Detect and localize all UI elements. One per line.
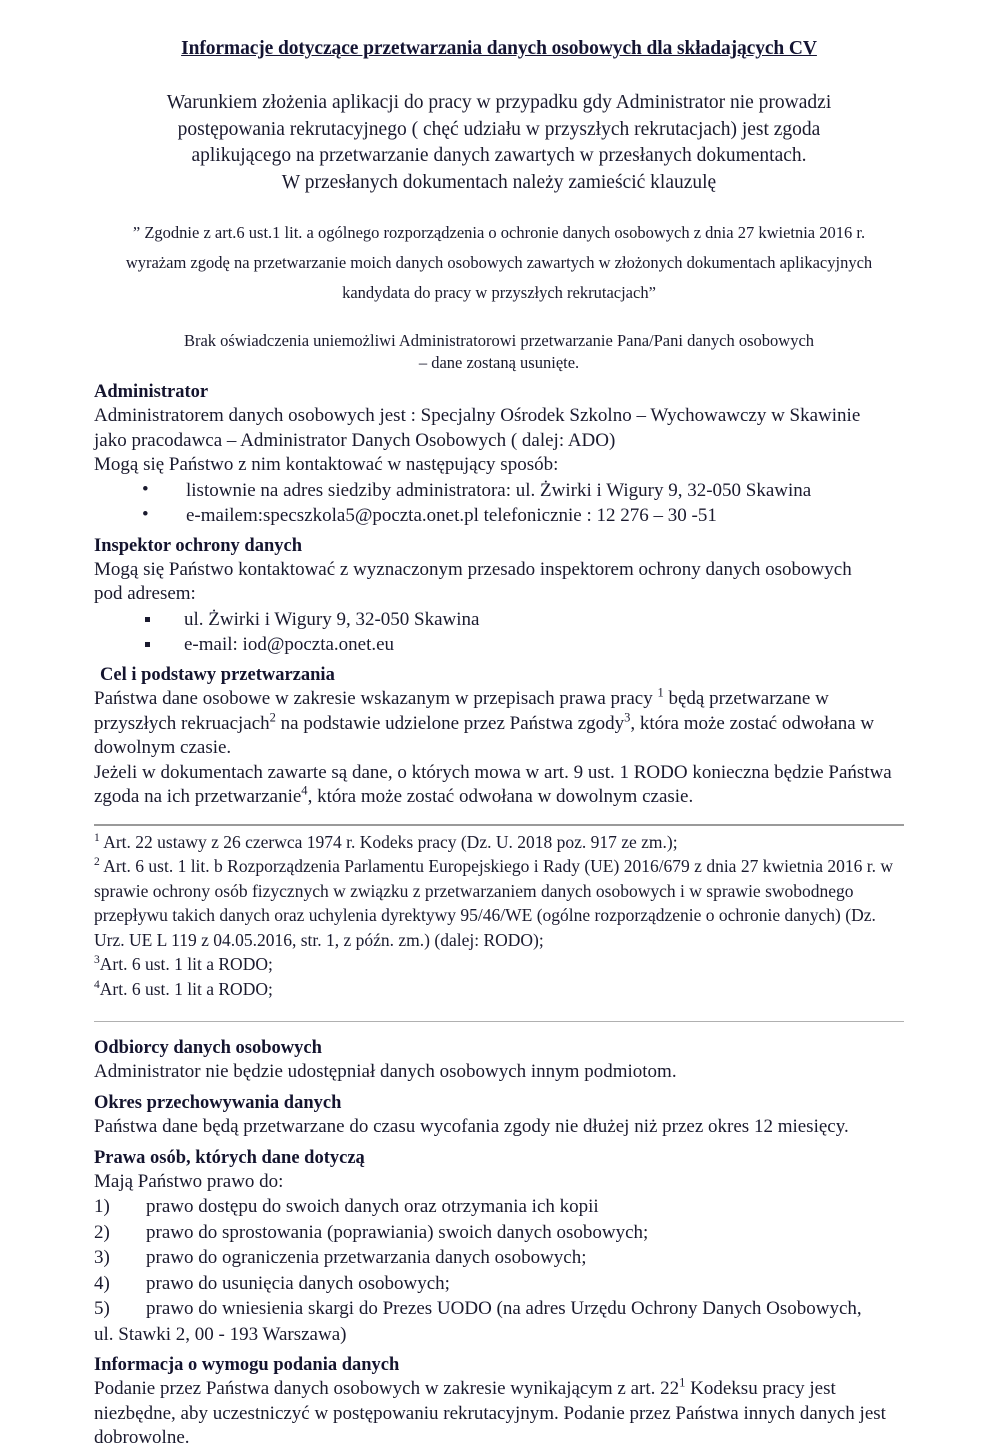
footnote-number-3: 3 xyxy=(94,954,100,967)
recipients-paragraph: Administrator nie będzie udostępniał danych osobowych innym podmiotom. xyxy=(94,1061,677,1083)
list-item: e-mail: iod@poczta.onet.eu xyxy=(142,632,904,657)
intro-line-1: Warunkiem złożenia aplikacji do pracy w przypadku gdy Administrator nie prowadzi xyxy=(166,92,832,113)
requirement-paragraph xyxy=(94,1377,904,1451)
document-content xyxy=(94,0,904,1451)
list-item: • listownie na adres siedziby administratora: ul. Żwirki i Wigury 9, 32-050 Skawina xyxy=(142,478,904,503)
section-heading-retention: Okres przechowywania danych xyxy=(94,1093,342,1114)
purpose-seg-3: na podstawie udzielone przez Państwa zgody xyxy=(275,712,625,734)
footnote-separator-top xyxy=(94,824,904,826)
footnote-text-2: Art. 6 ust. 1 lit. b Rozporządzenia Parlamentu Europejskiego i Rady (UE) 2016/679 z dnia 27 kwietnia 2016 r. w sprawie ochrony osób fizycznych w związku z przetwarzaniem danych osobowych i w sprawie swobodnego przepływu takich danych oraz uchylenia dyrektywy 95/46/WE (ogólne rozporządzenie o ochronie danych) (Dz. Urz. UE L 119 z 04.05.2016, str. 1, z późn. zm.) (dalej: RODO); xyxy=(94,856,893,950)
list-item xyxy=(94,1220,904,1246)
intro-line-4: W przesłanych dokumentach należy zamieścić klauzulę xyxy=(281,171,717,193)
purpose-seg-5: Jeżeli w dokumentach zawarte są dane, o których mowa w art. 9 ust. 1 RODO konieczna będzie Państwa zgoda na ich przetwarzanie xyxy=(94,761,892,808)
administrator-paragraph-1: Administratorem danych osobowych jest : Specjalny Ośrodek Szkolno – Wychowawczy w Skawinie xyxy=(94,405,861,426)
list-item xyxy=(94,1245,904,1271)
purpose-paragraph-1 xyxy=(94,687,904,761)
footnote-1 xyxy=(94,830,904,855)
inspector-paragraph-1: Mogą się Państwo kontaktować z wyznaczonym przesado inspektorem ochrony danych osobowych xyxy=(94,558,852,580)
rights-list xyxy=(94,1194,904,1322)
list-item-number: 1) xyxy=(94,1196,110,1218)
footnote-ref-2: 2 xyxy=(269,710,276,725)
footnote-ref-4: 4 xyxy=(301,784,308,799)
intro-line-2: postępowania rekrutacyjnego ( chęć udziału w przyszłych rekrutacjach) jest zgoda xyxy=(177,118,821,140)
section-heading-administrator: Administrator xyxy=(94,382,209,402)
footnote-ref-3: 3 xyxy=(624,710,631,725)
rights-list-continuation: ul. Stawki 2, 00 - 193 Warszawa) xyxy=(94,1323,347,1345)
purpose-seg-1: Państwa dane osobowe w zakresie wskazanym w przepisach prawa pracy xyxy=(94,687,658,709)
footnote-number-2: 2 xyxy=(94,856,100,869)
intro-paragraph xyxy=(94,60,904,196)
administrator-paragraph-3: Mogą się Państwo z nim kontaktować w następujący sposób: xyxy=(94,454,559,476)
list-item-number: 2) xyxy=(94,1221,110,1243)
list-item-label: prawo do wniesienia skargi do Prezes UODO (na adres Urzędu Ochrony Danych Osobowych, xyxy=(146,1298,862,1320)
requirement-seg-2: Kodeksu pracy jest niezbędne, aby uczestniczyć w postępowaniu rekrutacyjnym. Podanie przez Państwa innych danych jest dobrowolne. xyxy=(94,1378,886,1449)
footnote-number-4: 4 xyxy=(94,979,100,992)
list-item-label: prawo do ograniczenia przetwarzania danych osobowych; xyxy=(146,1247,587,1269)
list-item: • e-mailem:specszkola5@poczta.onet.pl telefonicznie : 12 276 – 30 -51 xyxy=(142,503,904,528)
rights-lead: Mają Państwo prawo do: xyxy=(94,1170,284,1192)
notice-line-2: – dane zostaną usunięte. xyxy=(418,353,580,372)
footnote-text-4: Art. 6 ust. 1 lit a RODO; xyxy=(99,978,273,999)
consent-clause xyxy=(94,196,904,308)
list-item-number: 3) xyxy=(94,1247,110,1269)
footnote-text-3: Art. 6 ust. 1 lit a RODO; xyxy=(99,954,273,975)
requirement-seg-1: Podanie przez Państwa danych osobowych w zakresie wynikającym z art. 22 xyxy=(94,1378,680,1400)
list-item-number: 4) xyxy=(94,1272,110,1294)
missing-statement-notice xyxy=(94,308,904,374)
footnote-separator-bottom xyxy=(94,1021,904,1022)
footnote-3 xyxy=(94,952,904,977)
footnote-ref-1: 1 xyxy=(657,685,664,700)
list-item-number: 5) xyxy=(94,1298,110,1320)
list-item-label: prawo dostępu do swoich danych oraz otrzymania ich kopii xyxy=(146,1196,599,1218)
requirement-footnote-ref: 1 xyxy=(679,1375,686,1390)
purpose-seg-4: , która może zostać odwołana w dowolnym czasie. xyxy=(94,712,875,759)
section-heading-inspector: Inspektor ochrony danych xyxy=(94,535,303,556)
section-heading-rights: Prawa osób, których dane dotyczą xyxy=(94,1147,365,1168)
footnote-number-1: 1 xyxy=(94,832,100,845)
footnote-text-1: Art. 22 ustawy z 26 czerwca 1974 r. Kodeks pracy (Dz. U. 2018 poz. 917 ze zm.); xyxy=(99,831,678,852)
list-item xyxy=(94,1271,904,1297)
administrator-contact-list xyxy=(94,478,904,528)
list-item xyxy=(94,1194,904,1220)
section-heading-purpose: Cel i podstawy przetwarzania xyxy=(100,664,335,685)
retention-paragraph: Państwa dane będą przetwarzane do czasu wycofania zgody nie dłużej niż przez okres 12 miesięcy. xyxy=(94,1116,849,1138)
clause-line-2: wyrażam zgodę na przetwarzanie moich danych osobowych zawartych w złożonych dokumentach aplikacyjnych xyxy=(125,253,873,272)
list-item: ul. Żwirki i Wigury 9, 32-050 Skawina xyxy=(142,607,904,632)
clause-line-3: kandydata do pracy w przyszłych rekrutacjach” xyxy=(342,283,656,302)
list-item-label: prawo do usunięcia danych osobowych; xyxy=(146,1272,450,1294)
footnote-4 xyxy=(94,977,904,1002)
clause-line-1: ” Zgodnie z art.6 ust.1 lit. a ogólnego rozporządzenia o ochronie danych osobowych z dnia 27 kwietnia 2016 r. xyxy=(132,223,866,242)
purpose-seg-2: będą przetwarzane w przyszłych rekruacjach xyxy=(94,687,829,734)
administrator-paragraph-2: jako pracodawca – Administrator Danych Osobowych ( dalej: ADO) xyxy=(94,429,616,451)
section-heading-recipients: Odbiorcy danych osobowych xyxy=(94,1038,322,1059)
inspector-paragraph-2: pod adresem: xyxy=(94,583,196,605)
section-heading-requirement: Informacja o wymogu podania danych xyxy=(94,1355,400,1376)
intro-line-3: aplikującego na przetwarzanie danych zawartych w przesłanych dokumentach. xyxy=(191,145,807,166)
purpose-seg-6: , która może zostać odwołana w dowolnym czasie. xyxy=(307,786,694,808)
inspector-contact-list xyxy=(94,607,904,657)
list-item-label: prawo do sprostowania (poprawiania) swoich danych osobowych; xyxy=(146,1221,649,1243)
notice-line-1: Brak oświadczenia uniemożliwi Administratorowi przetwarzanie Pana/Pani danych osobowych xyxy=(183,331,815,350)
page-title: Informacje dotyczące przetwarzania danych osobowych dla składających CV xyxy=(181,38,817,59)
purpose-paragraph-2 xyxy=(94,761,904,810)
list-item xyxy=(94,1296,904,1322)
footnote-2 xyxy=(94,854,904,952)
